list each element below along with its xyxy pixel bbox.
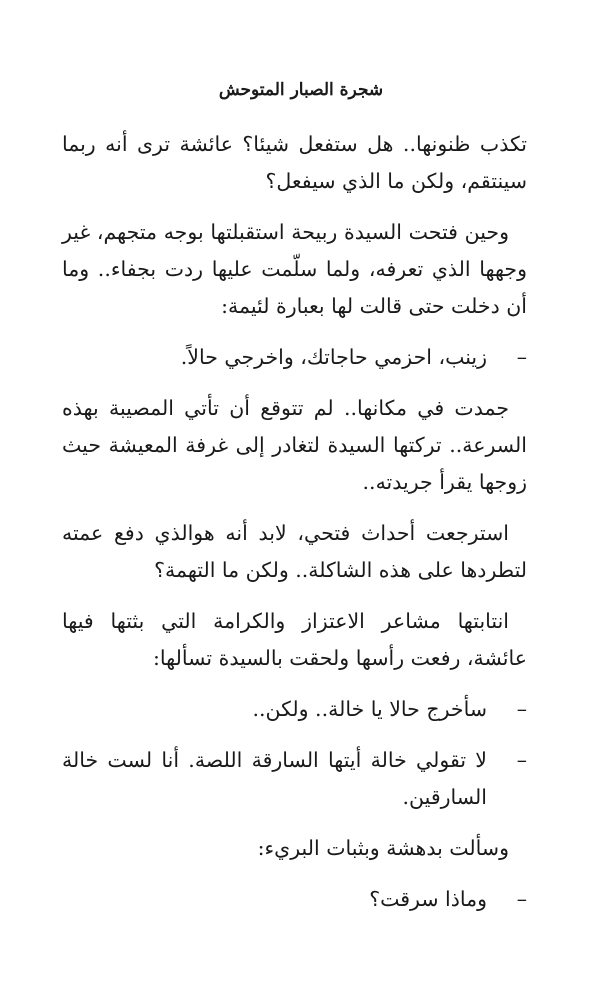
paragraph: تكذب ظنونها.. هل ستفعل شيئا؟ عائشة ترى أنه ربما سينتقم، ولكن ما الذي سيفعل؟ (62, 132, 527, 193)
paragraph: انتابتها مشاعر الاعتزاز والكرامة التي بثتها فيها عائشة، رفعت رأسها ولحقت بالسيدة تسألها: (62, 609, 527, 670)
paragraph: استرجعت أحداث فتحي، لابد أنه هوالذي دفع عمته لتطردها على هذه الشاكلة.. ولكن ما التهمة؟ (62, 521, 527, 582)
dialog-line (62, 691, 527, 728)
dialog-line (62, 339, 527, 376)
dialog-text: زينب، احزمي حاجاتك، واخرجي حالاً. (180, 345, 487, 369)
dialog-dash: – (516, 887, 527, 911)
running-title: شجرة الصبار المتوحش (218, 80, 384, 100)
dialog-text: وماذا سرقت؟ (369, 887, 487, 911)
dialog-line (62, 742, 527, 816)
dialog-text: لا تقولي خالة أيتها السارقة اللصة. أنا لست خالة السارقين. (62, 748, 487, 809)
dialog-dash: – (516, 748, 527, 772)
dialog-text: سأخرج حالا يا خالة.. ولكن.. (252, 697, 487, 721)
paragraph: جمدت في مكانها.. لم تتوقع أن تأتي المصيبة بهذه السرعة.. تركتها السيدة لتغادر إلى غرفة المعيشة حيث زوجها يقرأ جريدته.. (62, 396, 527, 494)
paragraph: وحين فتحت السيدة ربيحة استقبلتها بوجه متجهم، غير وجهها الذي تعرفه، ولما سلّمت عليها ردت بجفاء.. وما أن دخلت حتى قالت لها بعبارة لئيمة: (62, 220, 527, 318)
dialog-line (62, 881, 527, 918)
dialog-dash: – (516, 697, 527, 721)
paragraph: وسألت بدهشة وبثبات البريء: (257, 836, 509, 860)
dialog-dash: – (516, 345, 527, 369)
body-text (62, 126, 527, 932)
